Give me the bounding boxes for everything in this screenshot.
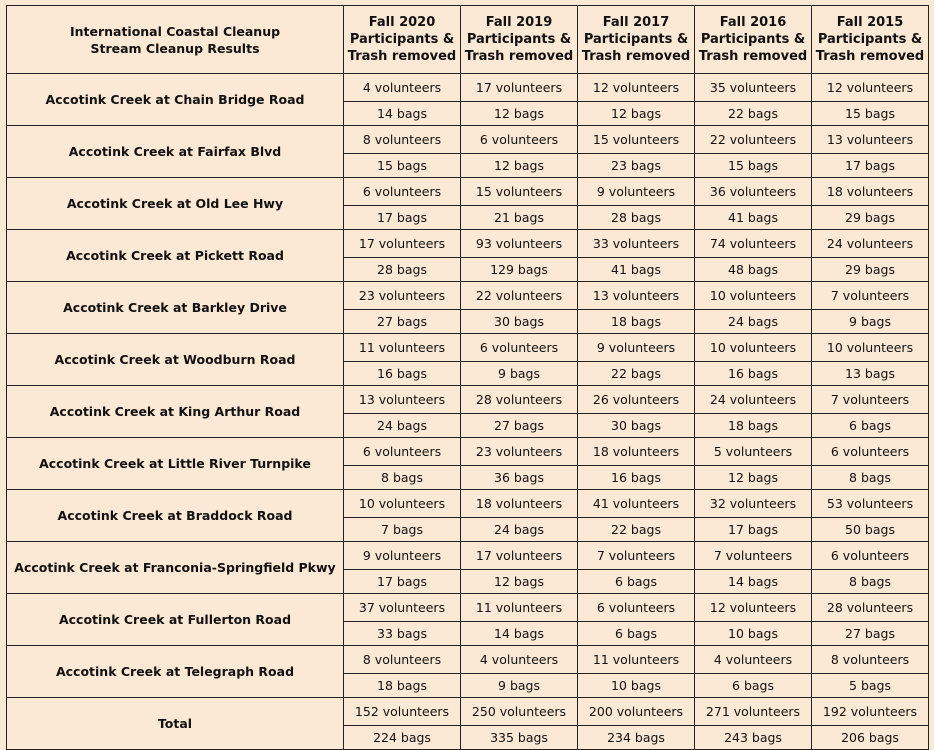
column-header-year: Fall 2016 [719, 15, 787, 30]
volunteers-cell: 4 volunteers [695, 646, 812, 674]
volunteers-cell: 23 volunteers [461, 438, 578, 466]
bags-cell: 33 bags [344, 622, 461, 646]
volunteers-cell: 4 volunteers [461, 646, 578, 674]
table-title [7, 6, 344, 74]
volunteers-cell: 11 volunteers [461, 594, 578, 622]
volunteers-cell: 18 volunteers [812, 178, 929, 206]
column-header [812, 6, 929, 74]
volunteers-cell: 28 volunteers [812, 594, 929, 622]
volunteers-cell: 10 volunteers [695, 334, 812, 362]
site-name: Accotink Creek at Telegraph Road [7, 646, 344, 698]
table-row-volunteers [7, 178, 929, 206]
volunteers-cell: 6 volunteers [812, 542, 929, 570]
volunteers-cell: 13 volunteers [812, 126, 929, 154]
bags-cell: 18 bags [344, 674, 461, 698]
bags-cell: 14 bags [695, 570, 812, 594]
volunteers-cell: 13 volunteers [578, 282, 695, 310]
site-name: Accotink Creek at Franconia-Springfield Pkwy [7, 542, 344, 594]
bags-cell: 14 bags [344, 102, 461, 126]
bags-cell: 17 bags [695, 518, 812, 542]
bags-cell: 41 bags [695, 206, 812, 230]
bags-cell: 13 bags [812, 362, 929, 386]
bags-cell: 16 bags [695, 362, 812, 386]
volunteers-cell: 35 volunteers [695, 74, 812, 102]
bags-cell: 16 bags [344, 362, 461, 386]
table-row-volunteers [7, 74, 929, 102]
bags-cell: 9 bags [461, 674, 578, 698]
volunteers-cell: 7 volunteers [812, 282, 929, 310]
bags-cell: 29 bags [812, 206, 929, 230]
table-row-volunteers [7, 542, 929, 570]
bags-cell: 10 bags [578, 674, 695, 698]
volunteers-cell: 12 volunteers [812, 74, 929, 102]
volunteers-cell: 8 volunteers [344, 126, 461, 154]
volunteers-cell: 18 volunteers [578, 438, 695, 466]
volunteers-cell: 36 volunteers [695, 178, 812, 206]
site-name: Accotink Creek at Fairfax Blvd [7, 126, 344, 178]
volunteers-cell: 192 volunteers [812, 698, 929, 726]
table-row-volunteers [7, 386, 929, 414]
volunteers-cell: 22 volunteers [461, 282, 578, 310]
volunteers-cell: 17 volunteers [461, 542, 578, 570]
volunteers-cell: 41 volunteers [578, 490, 695, 518]
bags-cell: 36 bags [461, 466, 578, 490]
volunteers-cell: 271 volunteers [695, 698, 812, 726]
volunteers-cell: 12 volunteers [578, 74, 695, 102]
cleanup-results-table [6, 5, 929, 750]
volunteers-cell: 7 volunteers [812, 386, 929, 414]
volunteers-cell: 22 volunteers [695, 126, 812, 154]
bags-cell: 27 bags [461, 414, 578, 438]
volunteers-cell: 74 volunteers [695, 230, 812, 258]
bags-cell: 6 bags [578, 622, 695, 646]
volunteers-cell: 93 volunteers [461, 230, 578, 258]
bags-cell: 10 bags [695, 622, 812, 646]
total-label: Total [7, 698, 344, 750]
bags-cell: 12 bags [461, 154, 578, 178]
table-row-volunteers [7, 490, 929, 518]
column-header-year: Fall 2015 [836, 15, 904, 30]
bags-cell: 17 bags [812, 154, 929, 178]
volunteers-cell: 152 volunteers [344, 698, 461, 726]
volunteers-cell: 6 volunteers [578, 594, 695, 622]
volunteers-cell: 8 volunteers [344, 646, 461, 674]
bags-cell: 28 bags [578, 206, 695, 230]
bags-cell: 8 bags [812, 466, 929, 490]
column-header-year: Fall 2020 [368, 15, 436, 30]
volunteers-cell: 15 volunteers [578, 126, 695, 154]
column-header-line2: Participants & [817, 32, 923, 47]
volunteers-cell: 11 volunteers [578, 646, 695, 674]
volunteers-cell: 6 volunteers [344, 178, 461, 206]
column-header-line3: Trash removed [698, 49, 808, 64]
bags-cell: 243 bags [695, 726, 812, 750]
volunteers-cell: 250 volunteers [461, 698, 578, 726]
bags-cell: 15 bags [695, 154, 812, 178]
volunteers-cell: 8 volunteers [812, 646, 929, 674]
bags-cell: 16 bags [578, 466, 695, 490]
volunteers-cell: 17 volunteers [461, 74, 578, 102]
column-header [695, 6, 812, 74]
volunteers-cell: 7 volunteers [695, 542, 812, 570]
table-row-volunteers [7, 334, 929, 362]
volunteers-cell: 9 volunteers [578, 178, 695, 206]
volunteers-cell: 12 volunteers [695, 594, 812, 622]
volunteers-cell: 10 volunteers [344, 490, 461, 518]
volunteers-cell: 9 volunteers [344, 542, 461, 570]
bags-cell: 30 bags [578, 414, 695, 438]
bags-cell: 9 bags [461, 362, 578, 386]
volunteers-cell: 32 volunteers [695, 490, 812, 518]
table-row-volunteers [7, 126, 929, 154]
bags-cell: 234 bags [578, 726, 695, 750]
column-header-year: Fall 2019 [485, 15, 553, 30]
volunteers-cell: 6 volunteers [461, 334, 578, 362]
column-header-line2: Participants & [700, 32, 806, 47]
volunteers-cell: 200 volunteers [578, 698, 695, 726]
table-row-volunteers [7, 438, 929, 466]
bags-cell: 9 bags [812, 310, 929, 334]
bags-cell: 29 bags [812, 258, 929, 282]
table-row-volunteers [7, 282, 929, 310]
volunteers-cell: 5 volunteers [695, 438, 812, 466]
volunteers-cell: 24 volunteers [812, 230, 929, 258]
bags-cell: 8 bags [812, 570, 929, 594]
bags-cell: 23 bags [578, 154, 695, 178]
volunteers-cell: 6 volunteers [461, 126, 578, 154]
volunteers-cell: 7 volunteers [578, 542, 695, 570]
column-header [461, 6, 578, 74]
volunteers-cell: 15 volunteers [461, 178, 578, 206]
bags-cell: 335 bags [461, 726, 578, 750]
bags-cell: 12 bags [695, 466, 812, 490]
bags-cell: 206 bags [812, 726, 929, 750]
site-name: Accotink Creek at Chain Bridge Road [7, 74, 344, 126]
column-header-line3: Trash removed [815, 49, 925, 64]
bags-cell: 28 bags [344, 258, 461, 282]
volunteers-cell: 17 volunteers [344, 230, 461, 258]
volunteers-cell: 9 volunteers [578, 334, 695, 362]
table-row-volunteers [7, 646, 929, 674]
bags-cell: 22 bags [695, 102, 812, 126]
bags-cell: 8 bags [344, 466, 461, 490]
bags-cell: 7 bags [344, 518, 461, 542]
volunteers-cell: 26 volunteers [578, 386, 695, 414]
bags-cell: 27 bags [812, 622, 929, 646]
bags-cell: 18 bags [578, 310, 695, 334]
column-header-line3: Trash removed [347, 49, 457, 64]
bags-cell: 15 bags [812, 102, 929, 126]
volunteers-cell: 6 volunteers [812, 438, 929, 466]
header-row [7, 6, 929, 74]
volunteers-cell: 53 volunteers [812, 490, 929, 518]
site-name: Accotink Creek at Braddock Road [7, 490, 344, 542]
column-header-line2: Participants & [583, 32, 689, 47]
bags-cell: 50 bags [812, 518, 929, 542]
bags-cell: 12 bags [578, 102, 695, 126]
bags-cell: 17 bags [344, 206, 461, 230]
bags-cell: 27 bags [344, 310, 461, 334]
site-name: Accotink Creek at King Arthur Road [7, 386, 344, 438]
volunteers-cell: 11 volunteers [344, 334, 461, 362]
bags-cell: 6 bags [812, 414, 929, 438]
volunteers-cell: 6 volunteers [344, 438, 461, 466]
bags-cell: 224 bags [344, 726, 461, 750]
bags-cell: 48 bags [695, 258, 812, 282]
site-name: Accotink Creek at Old Lee Hwy [7, 178, 344, 230]
column-header-line3: Trash removed [581, 49, 691, 64]
bags-cell: 12 bags [461, 102, 578, 126]
table-row-volunteers [7, 698, 929, 726]
site-name: Accotink Creek at Fullerton Road [7, 594, 344, 646]
volunteers-cell: 10 volunteers [695, 282, 812, 310]
site-name: Accotink Creek at Little River Turnpike [7, 438, 344, 490]
bags-cell: 129 bags [461, 258, 578, 282]
volunteers-cell: 24 volunteers [695, 386, 812, 414]
bags-cell: 5 bags [812, 674, 929, 698]
volunteers-cell: 4 volunteers [344, 74, 461, 102]
bags-cell: 6 bags [695, 674, 812, 698]
bags-cell: 24 bags [344, 414, 461, 438]
column-header-line2: Participants & [349, 32, 455, 47]
bags-cell: 6 bags [578, 570, 695, 594]
column-header [578, 6, 695, 74]
site-name: Accotink Creek at Barkley Drive [7, 282, 344, 334]
column-header-line3: Trash removed [464, 49, 574, 64]
bags-cell: 12 bags [461, 570, 578, 594]
volunteers-cell: 10 volunteers [812, 334, 929, 362]
bags-cell: 24 bags [461, 518, 578, 542]
volunteers-cell: 23 volunteers [344, 282, 461, 310]
bags-cell: 24 bags [695, 310, 812, 334]
site-name: Accotink Creek at Woodburn Road [7, 334, 344, 386]
title-line-2: Stream Cleanup Results [90, 40, 260, 56]
volunteers-cell: 28 volunteers [461, 386, 578, 414]
bags-cell: 14 bags [461, 622, 578, 646]
column-header-year: Fall 2017 [602, 15, 670, 30]
volunteers-cell: 37 volunteers [344, 594, 461, 622]
bags-cell: 15 bags [344, 154, 461, 178]
site-name: Accotink Creek at Pickett Road [7, 230, 344, 282]
volunteers-cell: 18 volunteers [461, 490, 578, 518]
column-header [344, 6, 461, 74]
volunteers-cell: 33 volunteers [578, 230, 695, 258]
table-row-volunteers [7, 594, 929, 622]
bags-cell: 22 bags [578, 518, 695, 542]
bags-cell: 18 bags [695, 414, 812, 438]
bags-cell: 17 bags [344, 570, 461, 594]
bags-cell: 30 bags [461, 310, 578, 334]
table-row-volunteers [7, 230, 929, 258]
column-header-line2: Participants & [466, 32, 572, 47]
bags-cell: 41 bags [578, 258, 695, 282]
bags-cell: 21 bags [461, 206, 578, 230]
title-line-1: International Coastal Cleanup [69, 23, 281, 39]
volunteers-cell: 13 volunteers [344, 386, 461, 414]
bags-cell: 22 bags [578, 362, 695, 386]
